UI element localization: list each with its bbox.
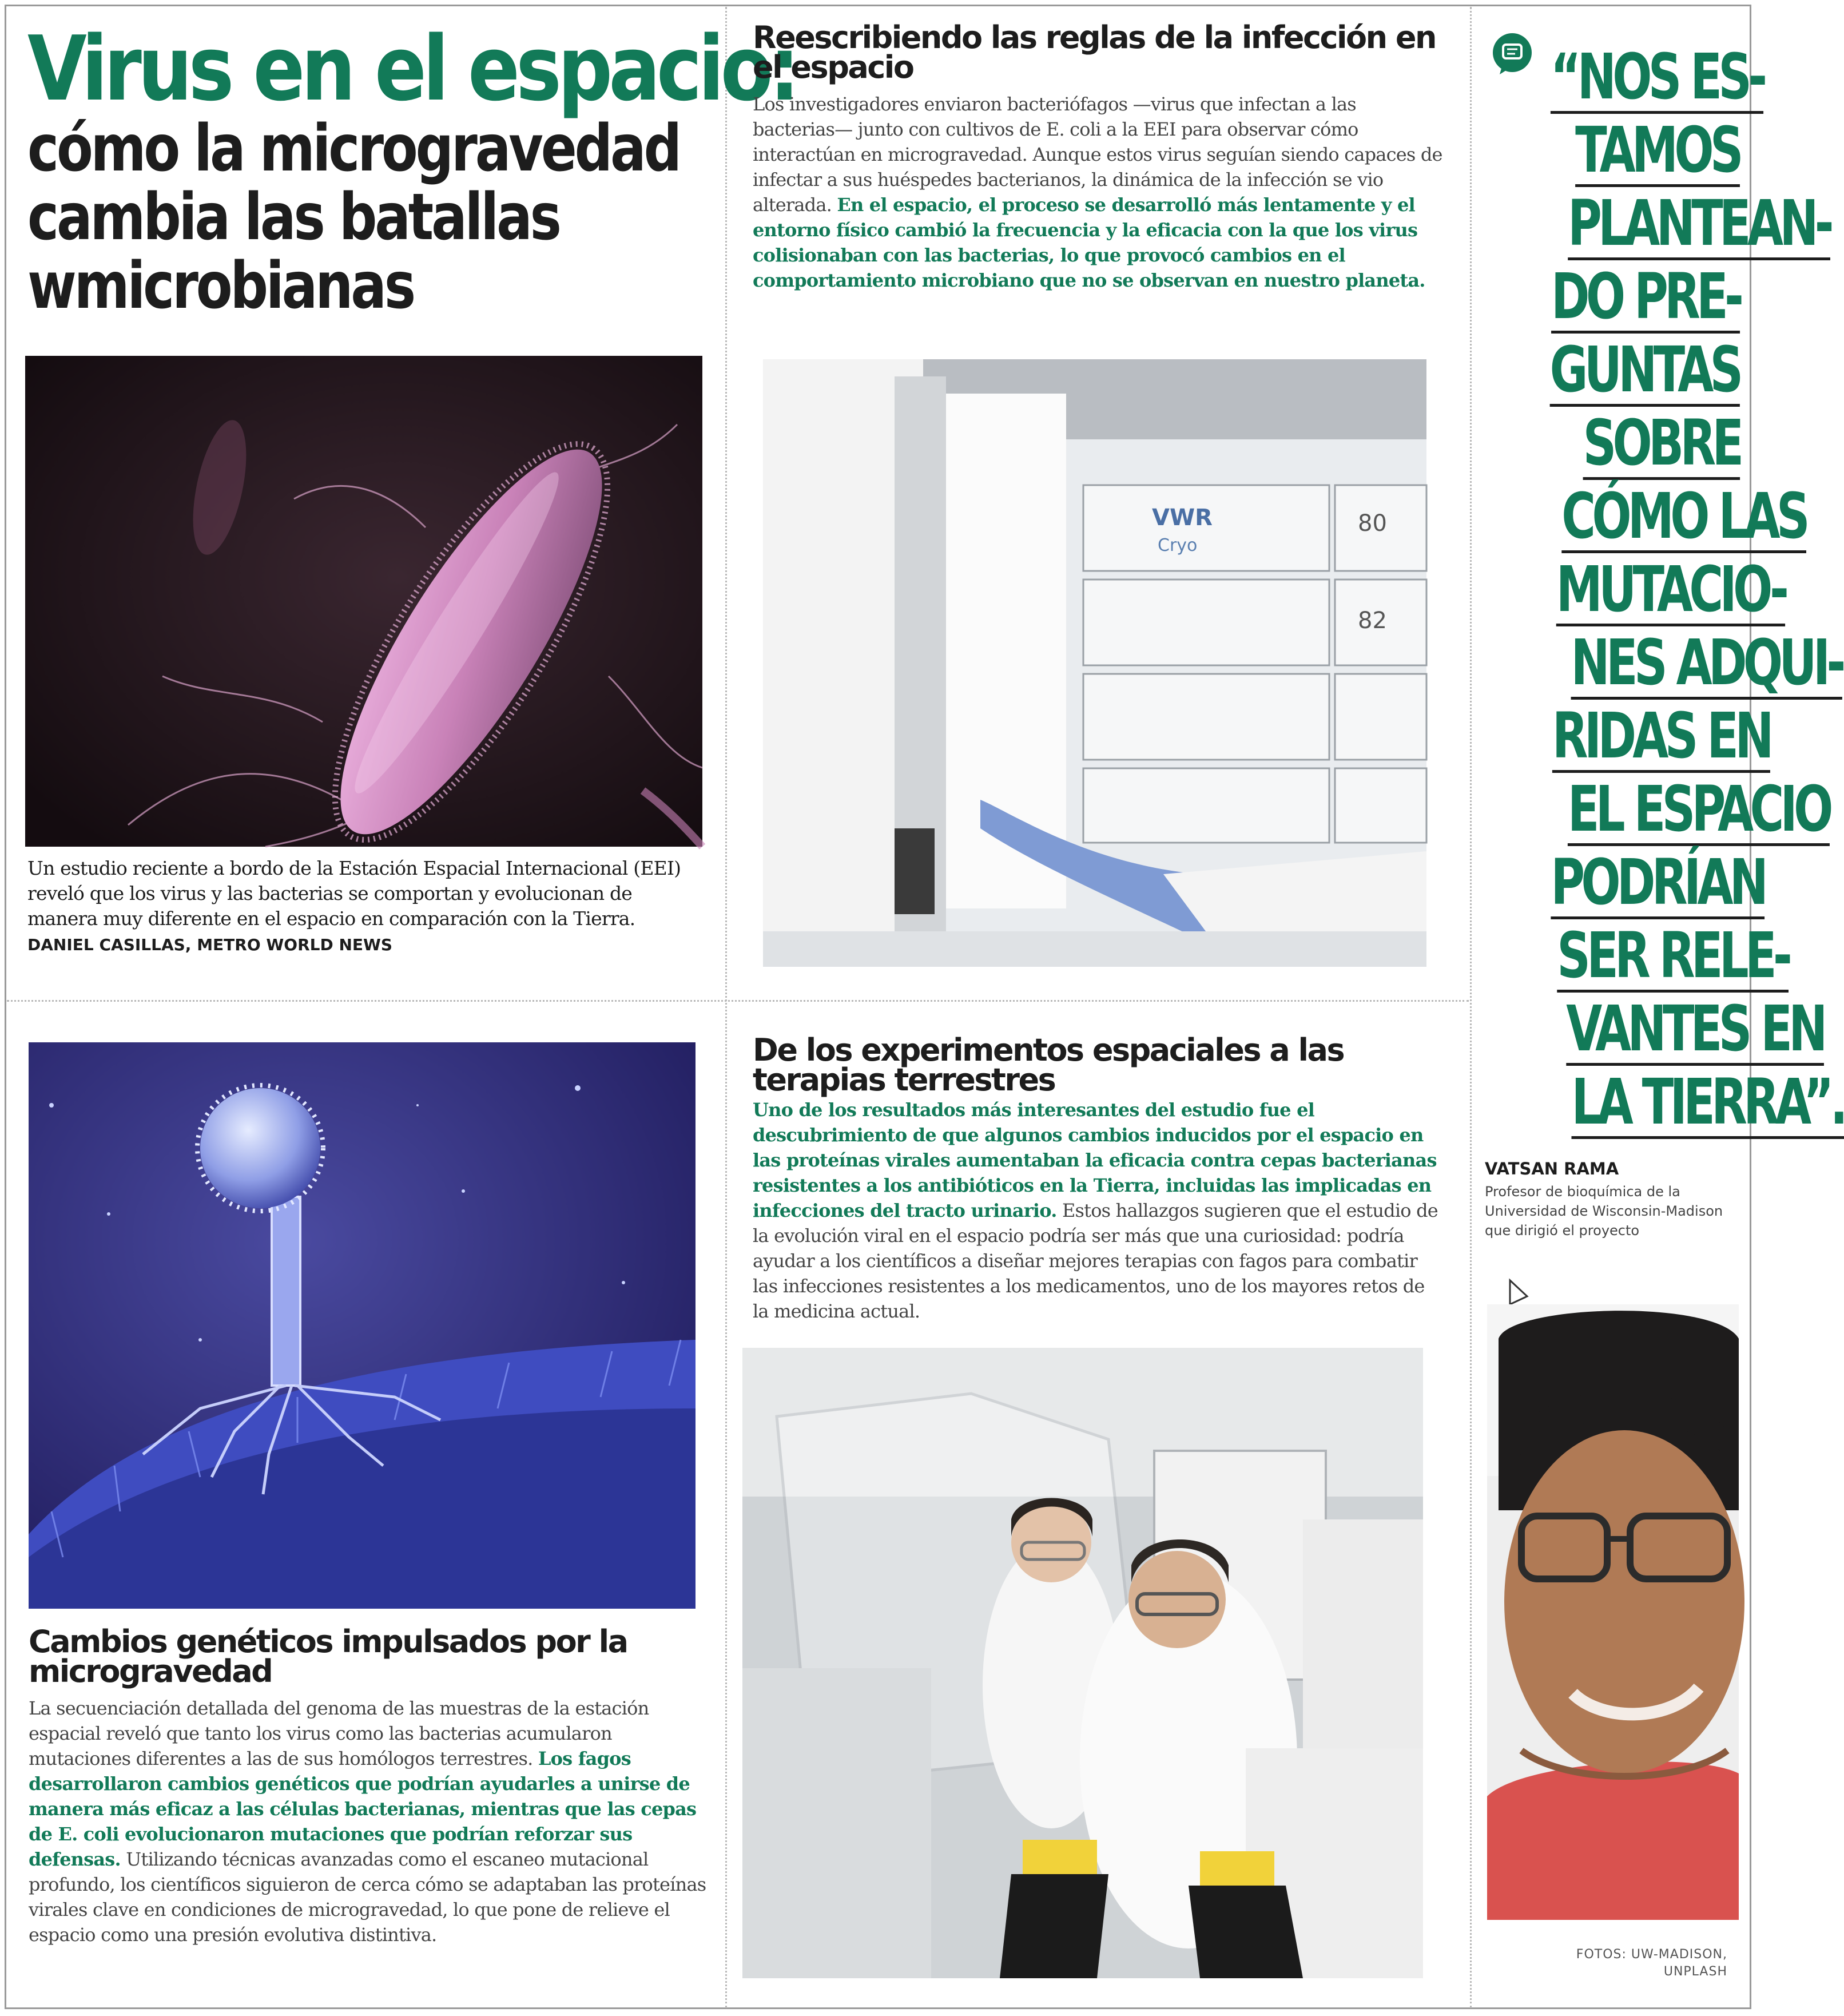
- quote-line: “NOS ES-: [1550, 40, 1764, 113]
- section-heading: Reescribiendo las reglas de la infección en el espacio: [753, 19, 1436, 85]
- freezer-sample-boxes-photo: [763, 359, 1426, 967]
- quote-line: DO PRE-: [1551, 260, 1740, 333]
- quote-line: MUTACIO-: [1556, 553, 1786, 626]
- quote-line: NES ADQUI-: [1571, 626, 1842, 699]
- box-label: VWR: [1152, 505, 1213, 531]
- body-text: Estos hallazgos sugieren que el estudio de la evolución viral en el espacio podría ser más que una curiosidad: podría ayudar a los científicos a diseñar mejores terapias con fagos para combatir las infecciones resistentes a los medicamentos, uno de los mayores retos de la medicina actual.: [753, 1200, 1438, 1322]
- section-body: [753, 92, 1442, 293]
- headline-subtitle: cómo la microgravedad cambia las batallas wmicrobianas: [27, 112, 679, 323]
- highlighted-text: En el espacio, el proceso se desarrolló más lentamente y el entorno físico cambió la frecuencia y la eficacia con la que los virus colisionaban con las bacterias, lo que provocó cambios en el comportamiento microbiano que no se observan en nuestro planeta.: [753, 194, 1425, 291]
- section-heading: De los experimentos espaciales a las terapias terrestres: [753, 1032, 1344, 1098]
- headline: Virus en el espacio:: [27, 17, 796, 121]
- pointer-arrow-icon: [1508, 1279, 1531, 1308]
- researcher-portrait-photo: [1487, 1304, 1739, 1920]
- photo-caption: [27, 856, 702, 958]
- quote-line: LA TIERRA”.: [1571, 1065, 1844, 1138]
- photo-credit: DANIEL CASILLAS, METRO WORLD NEWS: [27, 935, 393, 954]
- quote-line: PODRÍAN: [1551, 846, 1765, 919]
- quote-line: PLANTEAN-: [1568, 186, 1830, 260]
- quote-line: GUNTAS: [1550, 333, 1740, 406]
- body-text: Utilizando técnicas avanzadas como el escaneo mutacional profundo, los científicos siguieron de cerca cómo se adaptaban las proteínas virales clave en condiciones de microgravedad, lo que pone de relieve el espacio como una presión evolutiva distintiva.: [29, 1848, 706, 1946]
- bacterium-illustration: [25, 356, 702, 847]
- photo-credit: FOTOS: UW-MADISON, UNPLASH: [1576, 1947, 1727, 1979]
- quote-line: SOBRE: [1583, 406, 1740, 479]
- column-divider: [725, 7, 727, 2008]
- body-text: La secuenciación detallada del genoma de las muestras de la estación espacial reveló que tanto los virus como las bacterias acumularon mutaciones diferentes a las de sus homólogos terrestres.: [29, 1697, 649, 1769]
- quote-line: VANTES EN: [1566, 992, 1824, 1065]
- highlighted-text: Los fagos desarrollaron cambios genéticos que podrían ayudarles a unirse de manera más eficaz a las células bacterianas, mientras que las cepas de E. coli evolucionaron mutaciones que podrían reforzar sus defensas.: [29, 1748, 697, 1870]
- caption-text: Un estudio reciente a bordo de la Estación Espacial Internacional (EEI) reveló que los virus y las bacterias se comportan y evolucionan de manera muy diferente en el espacio en comparación con la Tierra.: [27, 857, 681, 930]
- box-label: Cryo: [1158, 535, 1198, 555]
- quote-line: CÓMO LAS: [1561, 479, 1806, 553]
- quote-line: SER RELE-: [1557, 919, 1789, 992]
- row-divider: [7, 1000, 1469, 1002]
- bacteriophage-illustration: [29, 1042, 696, 1609]
- section-heading: Cambios genéticos impulsados por la microgravedad: [29, 1624, 627, 1689]
- section-body: [753, 1097, 1442, 1324]
- box-label: 80: [1358, 510, 1387, 537]
- box-label: 82: [1358, 608, 1387, 634]
- section-body: [29, 1696, 713, 1947]
- quote-line: EL ESPACIO: [1567, 772, 1830, 846]
- highlighted-text: Uno de los resultados más interesantes del estudio fue el descubrimiento de que algunos cambios inducidos por el espacio en las proteínas virales aumentaban la eficacia contra cepas bacterianas resistentes a los antibióticos en la Tierra, incluidas las implicadas en infecciones del tracto urinario.: [753, 1099, 1437, 1221]
- quote-author-role: Profesor de bioquímica de la Universidad de Wisconsin-Madison que dirigió el proyecto: [1485, 1184, 1723, 1239]
- quote-author-name: VATSAN RAMA: [1485, 1159, 1619, 1178]
- body-text: Los investigadores enviaron bacteriófagos —virus que infectan a las bacterias— junto con cultivos de E. coli a la EEI para observar cómo interactúan en microgravedad. Aunque estos virus seguían siendo capaces de infectar a sus huéspedes bacterianos, la dinámica de la infección se vio alterada.: [753, 93, 1442, 216]
- quote-line: RIDAS EN: [1552, 699, 1770, 772]
- column-divider: [1470, 7, 1472, 2008]
- quote-line: TAMOS: [1575, 113, 1740, 186]
- lab-researchers-photo: [742, 1348, 1423, 1978]
- pull-quote: [1476, 40, 1844, 1138]
